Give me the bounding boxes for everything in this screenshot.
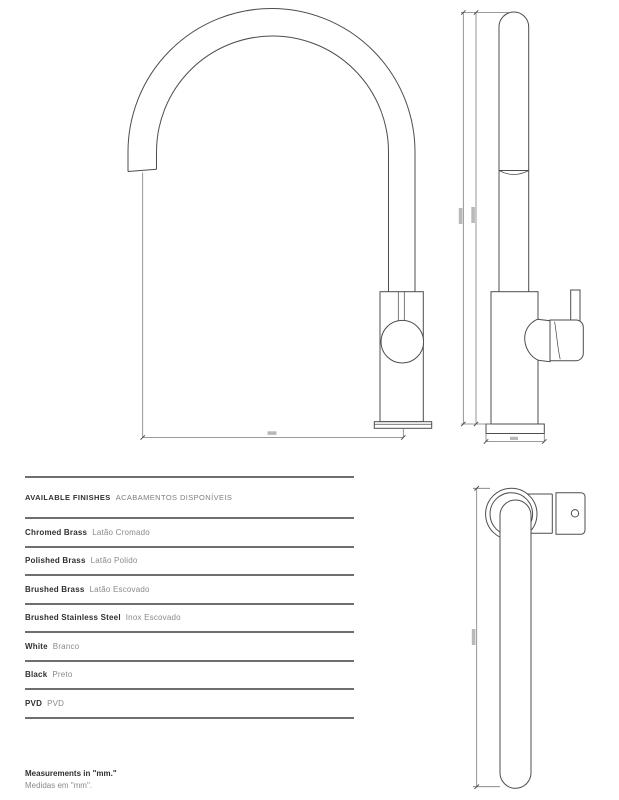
finish-name-pt: Latão Escovado (89, 584, 150, 594)
top-handle-box (556, 493, 585, 535)
finish-name-en: Brushed Stainless Steel (25, 613, 121, 623)
finish-name-pt: Latão Polido (90, 556, 138, 566)
top-length-dimension-label (472, 629, 476, 645)
finish-name-pt: Preto (52, 670, 73, 680)
finishes-header-en: AVAILABLE FINISHES (25, 493, 111, 502)
side-lever-stick (571, 290, 580, 321)
faucet-top-view (472, 486, 585, 789)
finishes-header-pt: ACABAMENTOS DISPONÍVEIS (115, 493, 233, 502)
finish-name-en: Brushed Brass (25, 584, 85, 594)
top-spout-tube (500, 500, 531, 788)
finish-row-black (25, 662, 354, 691)
front-spout-tip (128, 169, 157, 171)
finish-name-en: Polished Brass (25, 556, 86, 566)
finish-name-en: White (25, 641, 48, 651)
side-spout-outlet-ellipse (499, 171, 529, 175)
faucet-side-view (459, 10, 584, 443)
side-body (491, 292, 538, 424)
front-reach-dimension (141, 173, 406, 440)
finish-name-pt: PVD (47, 698, 65, 708)
finish-name-en: Black (25, 670, 48, 680)
available-finishes-table (25, 476, 354, 719)
front-spout-outer (128, 8, 415, 291)
finish-row-white (25, 633, 354, 662)
front-spout-inner (157, 36, 389, 292)
finish-row-polished-brass (25, 548, 354, 577)
finish-row-pvd (25, 690, 354, 719)
finish-row-brushed-stainless-steel (25, 605, 354, 634)
side-height-dimension-label-2 (471, 207, 475, 223)
side-base-flange (486, 424, 544, 434)
measurements-note (25, 768, 117, 791)
finish-name-pt: Latão Cromado (92, 527, 150, 537)
front-reach-dimension-label (268, 431, 277, 435)
finish-row-brushed-brass (25, 576, 354, 605)
finish-name-en: PVD (25, 698, 43, 708)
side-base-dimension-label (510, 437, 518, 440)
finish-name-en: Chromed Brass (25, 527, 88, 537)
finish-name-pt: Inox Escovado (125, 613, 181, 623)
top-length-dimension (472, 486, 500, 789)
side-base-dimension (484, 434, 547, 444)
finishes-table-header (25, 478, 354, 519)
faucet-front-view (128, 8, 432, 439)
side-height-dimension-label-1 (459, 208, 463, 224)
side-spout-tube (499, 12, 529, 292)
finish-name-pt: Branco (52, 641, 80, 651)
measurements-note-en: Measurements in "mm." (25, 769, 117, 778)
finish-row-chromed-brass (25, 519, 354, 548)
top-handle-hole (571, 510, 578, 517)
measurements-note-pt: Medidas em "mm". (25, 780, 93, 790)
front-handle-knob (381, 320, 424, 363)
front-base-flange (374, 422, 431, 429)
